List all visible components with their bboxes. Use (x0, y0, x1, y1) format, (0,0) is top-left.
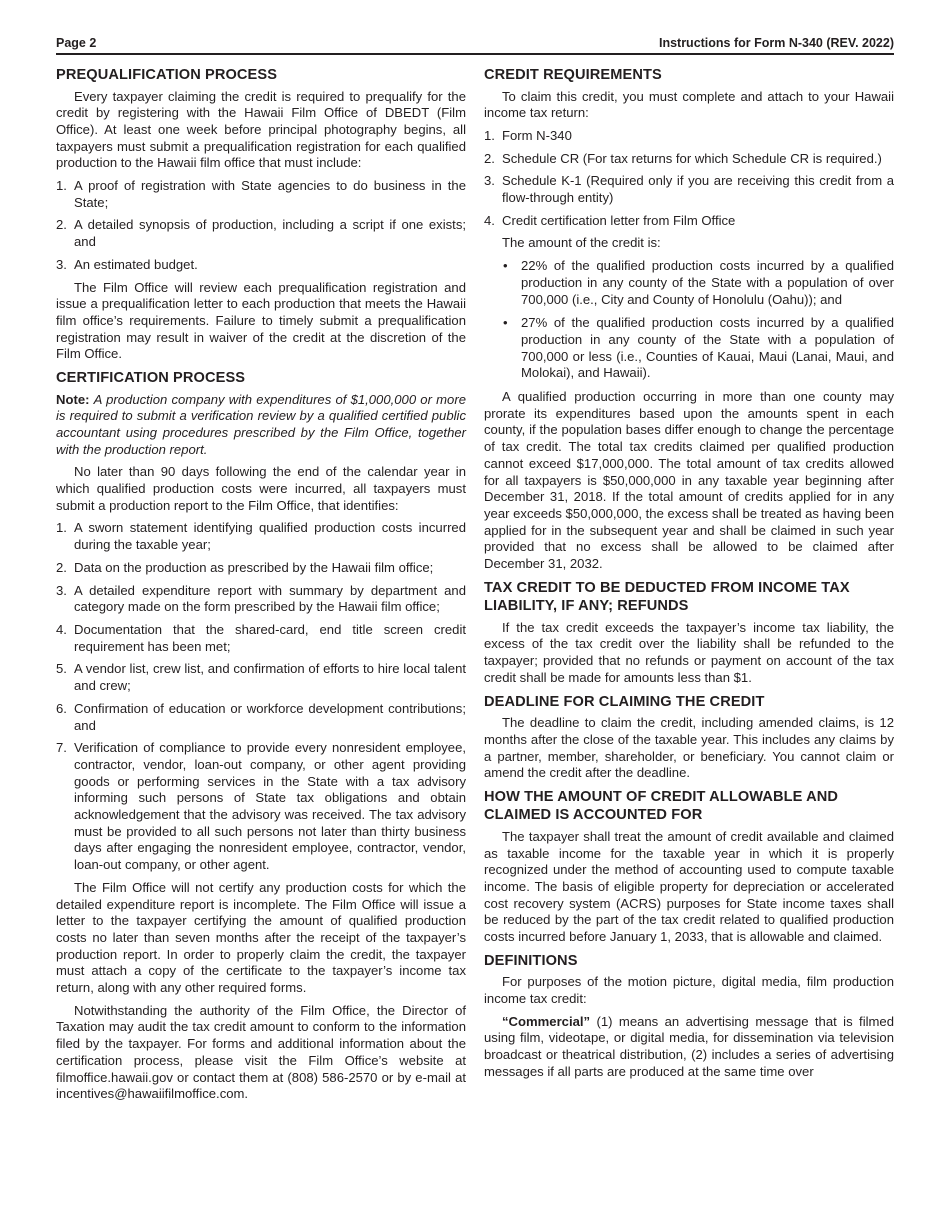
paragraph: If the tax credit exceeds the taxpayer’s income tax liability, the excess of the tax credit over the liability shall be refunded to the taxpayer; provided that no refunds or payment on account of the tax credit shall be made for amounts less than $1. (484, 619, 894, 685)
section-heading: HOW THE AMOUNT OF CREDIT ALLOWABLE AND CLAIMED IS ACCOUNTED FOR (484, 788, 839, 824)
list-item: 3. An estimated budget. (56, 256, 198, 272)
definition-term: “Commercial” (502, 1013, 591, 1029)
list-item: 2. A detailed synopsis of production, including a script if one exists; and (56, 217, 466, 250)
bullet-list (484, 258, 894, 382)
note-label: Note: (56, 391, 90, 407)
list-item: 3. Schedule K-1 (Required only if you are receiving this credit from a flow-through entity) (484, 173, 894, 206)
left-column (56, 66, 466, 1109)
section-heading: PREQUALIFICATION PROCESS (56, 67, 278, 83)
paragraph: Every taxpayer claiming the credit is required to prequalify for the credit by registering with the Hawaii Film Office of DBEDT (Film Office). At least one week before principal photography begins, all taxpayers must submit a prequalification registration for each qualified production to the Hawaii film office that must include: (56, 88, 466, 171)
section-heading: TAX CREDIT TO BE DEDUCTED FROM INCOME TAX LIABILITY, IF ANY; REFUNDS (484, 579, 850, 615)
two-column-body (56, 66, 894, 1109)
numbered-list (56, 520, 466, 873)
list-item: 1. A proof of registration with State agencies to do business in the State; (56, 178, 466, 210)
certification-section (56, 369, 466, 1103)
page-number: Page 2 (56, 36, 97, 50)
numbered-list (56, 178, 466, 274)
list-item: 1. Form N-340 (484, 127, 572, 143)
page-header (56, 33, 894, 55)
section-heading: CREDIT REQUIREMENTS (484, 67, 662, 83)
paragraph: A qualified production occurring in more than one county may prorate its expenditures based upon the amounts spent in each county, if the population bases differ enough to change the percentage of tax credit. The total tax credits claimed per qualified production cannot exceed $17,000,000. The total amount of tax credits allowed for all taxpayers is $50,000,000 in any taxable year beginning after December 31, 2018. If the total amount of credits applied for in any year exceeds $50,000,000, the excess shall be treated as having been applied for in the subsequent year and shall be claimed in such year provided that no excess shall be allowed to be claimed after December 31, 2032. (484, 389, 894, 572)
paragraph: The Film Office will not certify any production costs for which the detailed expenditure report is incomplete. The Film Office will issue a letter to the taxpayer certifying the amount of qualified production costs no later than seven months after the receipt of the taxpayer’s production report. In order to properly claim the credit, the taxpayer must attach a copy of the certificate to the taxpayer’s income tax return, along with any other required forms. (56, 879, 466, 996)
note-paragraph (56, 392, 466, 459)
list-item: • 27% of the qualified production costs incurred by a qualified production in any county of the State with a population of 700,000 or less (i.e., Counties of Kauai, Maui (Lanai, Maui, and Molokai), and Hawaii). (503, 315, 894, 381)
paragraph: The Film Office will review each prequalification registration and issue a prequalification letter to each production that meets the Hawaii film office’s requirements. Failure to timely submit a prequalification registration may result in waiver of the credit at the discretion of the Film Office. (56, 279, 466, 362)
list-item: 6. Confirmation of education or workforce development contributions; and (56, 700, 466, 733)
paragraph: For purposes of the motion picture, digital media, film production income tax credit: (484, 974, 894, 1007)
list-item: 5. A vendor list, crew list, and confirmation of efforts to hire local talent and crew; (56, 661, 466, 694)
list-item: • 22% of the qualified production costs incurred by a qualified production in any county of the State with a population of over 700,000 (i.e., City and County of Honolulu (Oahu)); and (503, 258, 894, 307)
list-item: 7. Verification of compliance to provide every nonresident employee, contractor, vendor, loan-out company, or other agent providing goods or performing services in the State with a tax advisory informing such persons of State tax obligations and obtain acknowledgement that the advisory was received. The tax advisory must be provided to all such persons not later than thirty business days after engaging the nonresident employee, contractor, vendor, loan-out company, or other agent. (56, 740, 466, 873)
definition-paragraph (484, 1014, 894, 1081)
right-column (484, 66, 894, 1109)
form-title: Instructions for Form N-340 (REV. 2022) (658, 36, 894, 50)
prequalification-section (56, 66, 466, 363)
list-item: 4. Documentation that the shared-card, end title screen credit requirement has been met; (56, 621, 466, 654)
definitions-section (484, 952, 894, 1081)
paragraph: No later than 90 days following the end of the calendar year in which qualified production costs were incurred, all taxpayers must submit a production report to the Film Office, that identifies: (56, 464, 466, 513)
numbered-list (484, 128, 894, 230)
section-heading: DEFINITIONS (484, 952, 578, 969)
section-heading: CERTIFICATION PROCESS (56, 370, 246, 387)
deadline-section (484, 693, 894, 782)
list-item: 4. Credit certification letter from Film Office (484, 212, 736, 228)
definition-text: (1) means an advertising message that is filmed using film, videotape, or digital media, for dissemination via television broadcast or theatrical distribution, (2) includes a series of advertising messages if all parts are produced at the same time over (484, 1013, 894, 1079)
paragraph: The taxpayer shall treat the amount of credit available and claimed as taxable income for the taxable year in which it is properly recognized under the method of accounting used to compute taxable income. The basis of eligible property for depreciation or accelerated cost recovery system (ACRS) purposes for State income taxes shall be reduced by the part of the tax credit related to qualified production costs incurred before January 1, 2033, that is allowable and claimed. (484, 828, 894, 945)
list-item: 2. Data on the production as prescribed by the Hawaii film office; (56, 559, 434, 575)
section-heading: DEADLINE FOR CLAIMING THE CREDIT (484, 693, 765, 710)
paragraph: The deadline to claim the credit, including amended claims, is 12 months after the close of the taxable year. This includes any claims by a partner, member, shareholder, or beneficiary. You cannot claim or amend the credit after the deadline. (484, 715, 894, 781)
paragraph: The amount of the credit is: (502, 235, 661, 251)
paragraph: Notwithstanding the authority of the Film Office, the Director of Taxation may audit the tax credit amount to conform to the information filed by the taxpayer. For forms and additional information about the certification process, please visit the Film Office’s website at filmoffice.hawaii.gov or contact them at (808) 586-2570 or by e-mail at incentives@hawaiifilmoffice.com. (56, 1002, 466, 1102)
refund-section (484, 579, 894, 687)
accounting-section (484, 788, 894, 946)
list-item: 1. A sworn statement identifying qualified production costs incurred during the taxable year; (56, 520, 466, 553)
credit-requirements-section (484, 66, 894, 573)
list-item: 3. A detailed expenditure report with summary by department and category made on the form prescribed by the Hawaii film office; (56, 582, 466, 615)
note-text: A production company with expenditures of $1,000,000 or more is required to submit a verification review by a qualified certified public accountant using procedures prescribed by the Film Office, together with the production report. (56, 391, 466, 457)
list-item: 2. Schedule CR (For tax returns for which Schedule CR is required.) (484, 150, 882, 166)
paragraph: To claim this credit, you must complete and attach to your Hawaii income tax return: (484, 88, 894, 121)
